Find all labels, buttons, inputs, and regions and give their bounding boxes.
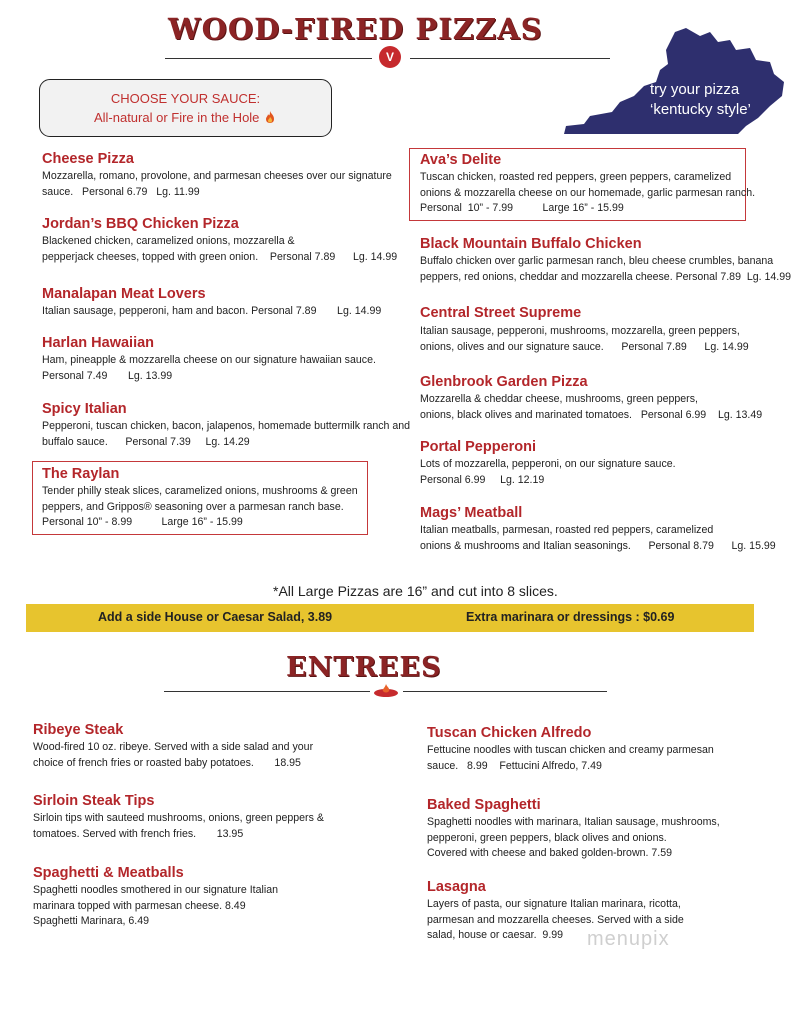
menu-item-desc: Ham, pineapple & mozzarella cheese on our signature hawaiian sauce. bbox=[42, 354, 376, 366]
menu-item-desc: peppers, red onions, cheddar and mozzarella cheese. Personal 7.89 Lg. 14.99 bbox=[420, 270, 791, 283]
menu-item-name: Black Mountain Buffalo Chicken bbox=[420, 236, 642, 252]
menu-item-desc: Italian meatballs, parmesan, roasted red peppers, caramelized bbox=[420, 524, 714, 536]
entrees-section-title: ENTREES bbox=[286, 652, 442, 683]
menu-item-desc: Spaghetti Marinara, 6.49 bbox=[33, 915, 150, 927]
menu-item-desc: buffalo sauce. Personal 7.39 Lg. 14.29 bbox=[42, 435, 250, 448]
menu-item-desc: pepperjack cheeses, topped with green onion. Personal 7.89 Lg. 14.99 bbox=[42, 250, 398, 263]
menu-item-desc: peppers, and Grippos® seasoning over a parmesan ranch base. bbox=[42, 500, 344, 513]
entree-item-spaghetti-meatballs bbox=[33, 865, 278, 930]
menu-item-desc: onions, black olives and marinated tomatoes. Personal 6.99 Lg. 13.49 bbox=[420, 408, 763, 421]
pizza-item-meatball bbox=[420, 505, 776, 554]
menu-item-desc: Wood-fired 10 oz. ribeye. Served with a side salad and your bbox=[33, 741, 314, 753]
menu-item-desc: pepperoni, green peppers, black olives and onions. bbox=[427, 831, 667, 844]
entree-item-baked-spaghetti bbox=[427, 797, 720, 862]
menu-item-desc: Tuscan chicken, roasted red peppers, green peppers, caramelized bbox=[420, 171, 732, 183]
menu-item-desc: onions & mozzarella cheese on our homemade, garlic parmesan ranch. bbox=[420, 186, 756, 199]
vegetarian-badge bbox=[379, 46, 401, 68]
menu-item-desc: Pepperoni, tuscan chicken, bacon, jalapenos, homemade buttermilk ranch and bbox=[42, 420, 411, 432]
menu-item-desc: Layers of pasta, our signature Italian marinara, ricotta, bbox=[427, 898, 681, 910]
menu-item-desc: Italian sausage, pepperoni, ham and bacon. Personal 7.89 Lg. 14.99 bbox=[42, 305, 382, 317]
entree-item-chicken-alfredo bbox=[427, 725, 714, 774]
menu-item-desc: Spaghetti noodles smothered in our signature Italian bbox=[33, 884, 278, 896]
large-pizza-note: *All Large Pizzas are 16” and cut into 8 slices. bbox=[273, 583, 558, 599]
entrees-title-rule-left bbox=[164, 691, 370, 692]
menu-item-name: Tuscan Chicken Alfredo bbox=[427, 725, 592, 741]
menu-item-desc: Tender philly steak slices, caramelized onions, mushrooms & green bbox=[42, 485, 358, 497]
pizza-item-hawaiian bbox=[42, 335, 376, 384]
pizza-item-central-supreme bbox=[420, 305, 749, 355]
watermark-text: menupix bbox=[587, 928, 670, 950]
menu-item-desc: choice of french fries or roasted baby potatoes. 18.95 bbox=[33, 756, 301, 769]
menu-item-desc: Blackened chicken, caramelized onions, mozzarella & bbox=[42, 235, 295, 247]
sauce-heading: CHOOSE YOUR SAUCE: bbox=[110, 91, 261, 106]
menu-item-name: Sirloin Steak Tips bbox=[33, 793, 155, 809]
menu-item-desc: Fettucine noodles with tuscan chicken and creamy parmesan bbox=[427, 744, 714, 756]
side-salad-offer: Add a side House or Caesar Salad, 3.89 bbox=[98, 610, 333, 624]
menu-item-desc: onions, olives and our signature sauce. Personal 7.89 Lg. 14.99 bbox=[420, 340, 749, 353]
menu-item-desc: sauce. 8.99 Fettucini Alfredo, 7.49 bbox=[427, 759, 602, 772]
sauce-choice-box bbox=[39, 79, 332, 137]
menu-item-desc: Personal 7.49 Lg. 13.99 bbox=[42, 369, 173, 382]
menu-item-desc: salad, house or caesar. 9.99 bbox=[427, 929, 564, 941]
menu-item-desc: Italian sausage, pepperoni, mushrooms, mozzarella, green peppers, bbox=[420, 325, 740, 337]
menu-item-name: Jordan’s BBQ Chicken Pizza bbox=[42, 216, 239, 232]
pizza-item-meat-lovers bbox=[42, 286, 381, 320]
kentucky-style-text: try your pizza ‘kentucky style’ bbox=[650, 81, 751, 118]
menu-item-name: Lasagna bbox=[427, 879, 486, 895]
pizza-title-rule-left bbox=[165, 58, 372, 59]
menu-item-desc: tomatoes. Served with french fries. 13.95 bbox=[33, 827, 244, 840]
menu-item-name: The Raylan bbox=[42, 466, 120, 482]
menu-item-name: Ava’s Delite bbox=[420, 152, 502, 168]
pizza-item-cheese bbox=[42, 151, 392, 200]
menu-item-desc: Sirloin tips with sauteed mushrooms, onions, green peppers & bbox=[33, 812, 324, 824]
pizza-section-title: WOOD-FIRED PIZZAS bbox=[168, 12, 543, 46]
pizza-item-pepperoni bbox=[420, 439, 676, 488]
menu-item-desc: Personal 10” - 7.99 Large 16” - 15.99 bbox=[420, 202, 624, 214]
extra-dressing-offer: Extra marinara or dressings : $0.69 bbox=[466, 610, 675, 624]
menu-item-desc: Personal 6.99 Lg. 12.19 bbox=[420, 473, 545, 486]
menu-item-desc: marinara topped with parmesan cheese. 8.49 bbox=[33, 899, 246, 912]
vegetarian-badge-letter: V bbox=[385, 50, 394, 64]
menu-item-name: Cheese Pizza bbox=[42, 151, 134, 167]
menu-item-name: Harlan Hawaiian bbox=[42, 335, 155, 351]
menu-item-desc: Covered with cheese and baked golden-brown. 7.59 bbox=[427, 847, 672, 859]
menu-item-name: Glenbrook Garden Pizza bbox=[420, 374, 588, 390]
entree-item-ribeye bbox=[33, 722, 313, 771]
pizza-item-garden bbox=[420, 374, 762, 423]
fire-icon bbox=[263, 110, 277, 124]
menu-item-name: Central Street Supreme bbox=[420, 305, 582, 321]
pizza-item-bbq-chicken bbox=[42, 216, 397, 265]
flame-icon bbox=[373, 683, 399, 697]
sauce-options: All-natural or Fire in the Hole bbox=[40, 108, 331, 127]
menu-item-desc: sauce. Personal 6.79 Lg. 11.99 bbox=[42, 185, 200, 198]
entree-item-sirloin bbox=[33, 793, 324, 842]
menu-item-desc: Mozzarella & cheddar cheese, mushrooms, green peppers, bbox=[420, 393, 698, 405]
menu-item-name: Portal Pepperoni bbox=[420, 439, 537, 455]
menu-item-name: Spaghetti & Meatballs bbox=[33, 865, 184, 881]
menu-item-desc: Mozzarella, romano, provolone, and parmesan cheeses over our signature bbox=[42, 170, 392, 182]
menu-item-name: Manalapan Meat Lovers bbox=[42, 286, 206, 302]
menu-item-desc: onions & mushrooms and Italian seasonings. Personal 8.79 Lg. 15.99 bbox=[420, 539, 776, 552]
pizza-item-buffalo-chicken bbox=[420, 236, 791, 285]
menu-item-desc: Buffalo chicken over garlic parmesan ranch, bleu cheese crumbles, banana bbox=[420, 255, 774, 267]
sides-bar bbox=[26, 604, 754, 632]
pizza-item-spicy-italian bbox=[42, 401, 410, 450]
menu-item-desc: parmesan and mozzarella cheeses. Served with a side bbox=[427, 913, 684, 926]
menu-item-desc: Lots of mozzarella, pepperoni, on our signature sauce. bbox=[420, 458, 676, 470]
menu-item-name: Mags’ Meatball bbox=[420, 505, 523, 521]
menu-item-name: Ribeye Steak bbox=[33, 722, 124, 738]
menu-item-desc: Spaghetti noodles with marinara, Italian sausage, mushrooms, bbox=[427, 816, 720, 828]
entrees-title-rule-right bbox=[403, 691, 607, 692]
menu-item-desc: Personal 10” - 8.99 Large 16” - 15.99 bbox=[42, 516, 243, 528]
menu-item-name: Baked Spaghetti bbox=[427, 797, 541, 813]
pizza-item-raylan bbox=[42, 466, 358, 531]
menu-item-name: Spicy Italian bbox=[42, 401, 127, 417]
pizza-item-avas-delite bbox=[420, 152, 755, 217]
